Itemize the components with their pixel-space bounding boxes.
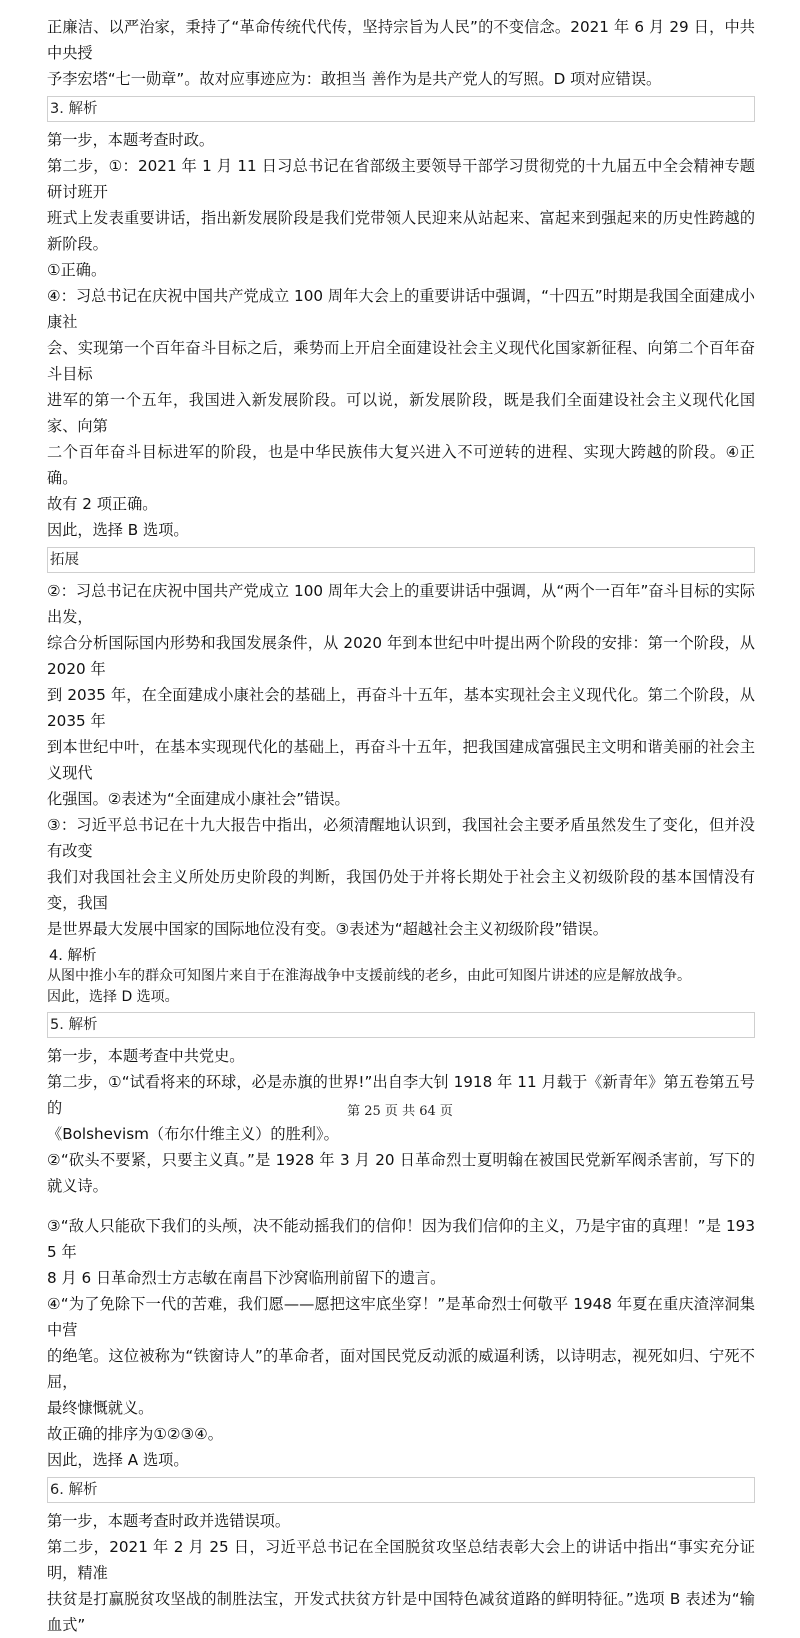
document-page bbox=[47, 14, 755, 1638]
q5-line: 故正确的排序为①②③④。 bbox=[47, 1425, 223, 1443]
q3-line: ④：习总书记在庆祝中国共产党成立 100 周年大会上的重要讲话中强调，“十四五”时期是我国全面建成小康社 bbox=[47, 287, 755, 331]
q5-line: ②“砍头不要紧，只要主义真。”是 1928 年 3 月 20 日革命烈士夏明翰在被国民党新军阀杀害前，写下的就义诗。 bbox=[47, 1151, 755, 1195]
section-header-extension: 拓展 bbox=[47, 547, 755, 573]
q3-line: 班式上发表重要讲话，指出新发展阶段是我们党带领人民迎来从站起来、富起来到强起来的历史性跨越的新阶段。 bbox=[47, 209, 755, 253]
ext-line: 我们对我国社会主义所处历史阶段的判断，我国仍处于并将长期处于社会主义初级阶段的基本国情没有变，我国 bbox=[47, 868, 755, 912]
ext-line: 综合分析国际国内形势和我国发展条件，从 2020 年到本世纪中叶提出两个阶段的安排：第一个阶段，从 2020 年 bbox=[47, 634, 755, 678]
q3-line: 因此，选择 B 选项。 bbox=[47, 521, 189, 539]
q5-line: 8 月 6 日革命烈士方志敏在南昌下沙窝临刑前留下的遗言。 bbox=[47, 1269, 446, 1287]
page-footer: 第 25 页 共 64 页 bbox=[347, 1104, 453, 1119]
q3-line: 故有 2 项正确。 bbox=[47, 495, 158, 513]
section-header-q4: 4. 解析 bbox=[49, 948, 97, 964]
blank-gap bbox=[47, 1199, 755, 1213]
ext-line: ②：习总书记在庆祝中国共产党成立 100 周年大会上的重要讲话中强调，从“两个一百年”奋斗目标的实际出发， bbox=[47, 582, 755, 626]
q5-line: ④“为了免除下一代的苦难，我们愿——愿把这牢底坐穿！”是革命烈士何敬平 1948 年夏在重庆渣滓洞集中营 bbox=[47, 1295, 755, 1339]
ext-line: ③：习近平总书记在十九大报告中指出，必须清醒地认识到，我国社会主要矛盾虽然发生了变化，但并没有改变 bbox=[47, 816, 755, 860]
intro-line: 予李宏塔“七一勋章”。故对应事迹应为：敢担当 善作为是共产党人的写照。D 项对应错误。 bbox=[47, 70, 662, 88]
q5-line: 第一步，本题考查中共党史。 bbox=[47, 1047, 245, 1065]
q5-line: 的绝笔。这位被称为“铁窗诗人”的革命者，面对国民党反动派的威逼利诱，以诗明志，视死如归、宁死不屈， bbox=[47, 1347, 755, 1391]
section-header-q6: 6. 解析 bbox=[47, 1477, 755, 1503]
q3-line: 二个百年奋斗目标进军的阶段，也是中华民族伟大复兴进入不可逆转的进程、实现大跨越的阶段。④正确。 bbox=[47, 443, 755, 487]
ext-line: 到本世纪中叶，在基本实现现代化的基础上，再奋斗十五年，把我国建成富强民主文明和谐美丽的社会主义现代 bbox=[47, 738, 755, 782]
q3-line: 进军的第一个五年，我国进入新发展阶段。可以说，新发展阶段，既是我们全面建设社会主义现代化国家、向第 bbox=[47, 391, 755, 435]
intro-line: 正廉洁、以严治家，秉持了“革命传统代代传，坚持宗旨为人民”的不变信念。2021 年 6 月 29 日，中共中央授 bbox=[47, 18, 755, 62]
q5-line: 第二步，①“试看将来的环球，必是赤旗的世界!”出自李大钊 1918 年 11 月载于《新青年》第五卷第五号的 bbox=[47, 1073, 755, 1117]
section-header-q3: 3. 解析 bbox=[47, 96, 755, 122]
q4-line: 因此，选择 D 选项。 bbox=[47, 989, 179, 1005]
q3-line: 会、实现第一个百年奋斗目标之后，乘势而上开启全面建设社会主义现代化国家新征程、向第二个百年奋斗目标 bbox=[47, 339, 755, 383]
q4-line: 从图中推小车的群众可知图片来自于在淮海战争中支援前线的老乡，由此可知图片讲述的应是解放战争。 bbox=[47, 968, 691, 984]
q6-line: 第一步，本题考查时政并选错误项。 bbox=[47, 1512, 290, 1530]
q5-line: ③“敌人只能砍下我们的头颅，决不能动摇我们的信仰！因为我们信仰的主义，乃是宇宙的真理！”是 1935 年 bbox=[47, 1217, 755, 1261]
ext-line: 是世界最大发展中国家的国际地位没有变。③表述为“超越社会主义初级阶段”错误。 bbox=[47, 920, 608, 938]
q6-line: 扶贫是打赢脱贫攻坚战的制胜法宝，开发式扶贫方针是中国特色减贫道路的鲜明特征。”选项 B 表述为“输血式” bbox=[47, 1590, 755, 1634]
section-header-q5: 5. 解析 bbox=[47, 1012, 755, 1038]
q5-line: 《Bolshevism（布尔什维主义）的胜利》。 bbox=[47, 1125, 339, 1143]
q3-line: 第二步，①：2021 年 1 月 11 日习总书记在省部级主要领导干部学习贯彻党的十九届五中全会精神专题研讨班开 bbox=[47, 157, 755, 201]
ext-line: 到 2035 年，在全面建成小康社会的基础上，再奋斗十五年，基本实现社会主义现代化。第二个阶段，从 2035 年 bbox=[47, 686, 755, 730]
ext-line: 化强国。②表述为“全面建成小康社会”错误。 bbox=[47, 790, 350, 808]
q3-line: ①正确。 bbox=[47, 261, 107, 279]
q5-line: 因此，选择 A 选项。 bbox=[47, 1451, 189, 1469]
q3-line: 第一步，本题考查时政。 bbox=[47, 131, 215, 149]
q6-line: 第二步，2021 年 2 月 25 日，习近平总书记在全国脱贫攻坚总结表彰大会上的讲话中指出“事实充分证明，精准 bbox=[47, 1538, 755, 1582]
q5-line: 最终慷慨就义。 bbox=[47, 1399, 154, 1417]
